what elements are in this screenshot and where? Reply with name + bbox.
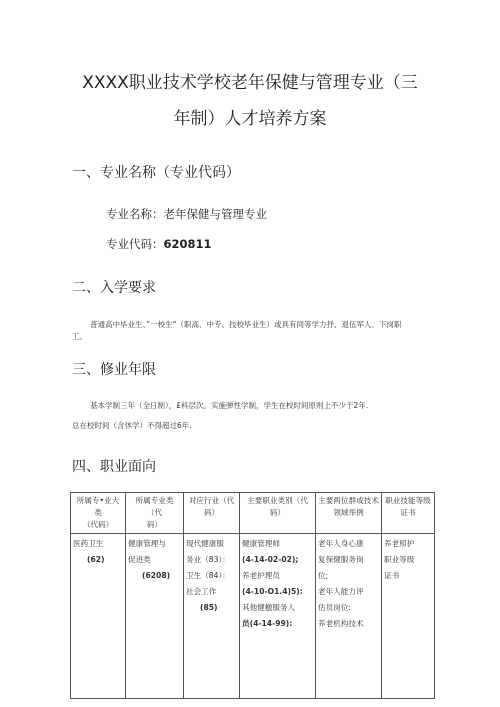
doc-title-line-1: XXXX职业技术学校老年保健与管理专业（三: [82, 73, 418, 93]
admission-text-line-2: 工。: [72, 332, 87, 341]
major-name-value: 老年保健与管理专业: [163, 207, 267, 221]
header-occupation: 主要职业类别（代 码）: [240, 493, 316, 534]
cell-positions: 老年人身心康 复保健服务岗 位; 老年人能力评 估员岗位: 养老机构技术: [316, 534, 382, 699]
header-category: 所属专•业大类 （代码）: [71, 493, 126, 534]
header-subcategory: 所属专业类（代 码）: [126, 493, 184, 534]
doc-title-line-2: 年制）人才培养方案: [173, 109, 327, 129]
major-code-row: [106, 236, 212, 252]
section-1-heading: 一、专业名称（专业代码）: [72, 165, 240, 181]
major-name-label: 专业名称：: [106, 207, 164, 221]
cell-subcategory: 健康管理与 促进类 (6208): [126, 534, 184, 699]
duration-text-line-2: 总在校时间（含休学）不得超过6年.: [72, 421, 192, 430]
header-positions: 主要两位群或技术 领域举例: [316, 493, 382, 534]
section-2-heading: 二、入学要求: [72, 280, 156, 296]
cell-category: 医药卫生 (62): [71, 534, 126, 699]
duration-text-line-1: 基本学制三年（全日制），£科层次。实施弹性学制，学生在校时间原则上不少于2年.: [90, 401, 369, 410]
section-3-heading: 三、修业年限: [72, 362, 156, 378]
major-name-row: [106, 206, 267, 222]
cell-occupation: 健康管理师 (4-14-02-02); 养老护理员 (4-10-O1.4)5): 其他健檄服务人 员(4-14-99):: [240, 534, 316, 699]
table-row: [71, 534, 435, 699]
header-certificate: 职业技能等级 证书: [382, 493, 435, 534]
cell-industry: 现代健康服 务业（83）： 卫生（84）： 社会工作 (85): [184, 534, 240, 699]
cell-certificate: 养老照护 职业等级 证书: [382, 534, 435, 699]
major-code-label: 专业代码：: [106, 237, 164, 251]
career-table: [70, 492, 435, 699]
admission-text-line-1: 普通高中毕业生、”一校生”（职高、中专、技校毕业生）或具有同等学力抒、退伍军人、下岗职: [90, 320, 402, 329]
section-4-heading: 四、职业面向: [72, 459, 156, 475]
major-code-value: 620811: [163, 237, 212, 251]
header-industry: 对应行业（代 码）: [184, 493, 240, 534]
table-header-row: [71, 493, 435, 534]
